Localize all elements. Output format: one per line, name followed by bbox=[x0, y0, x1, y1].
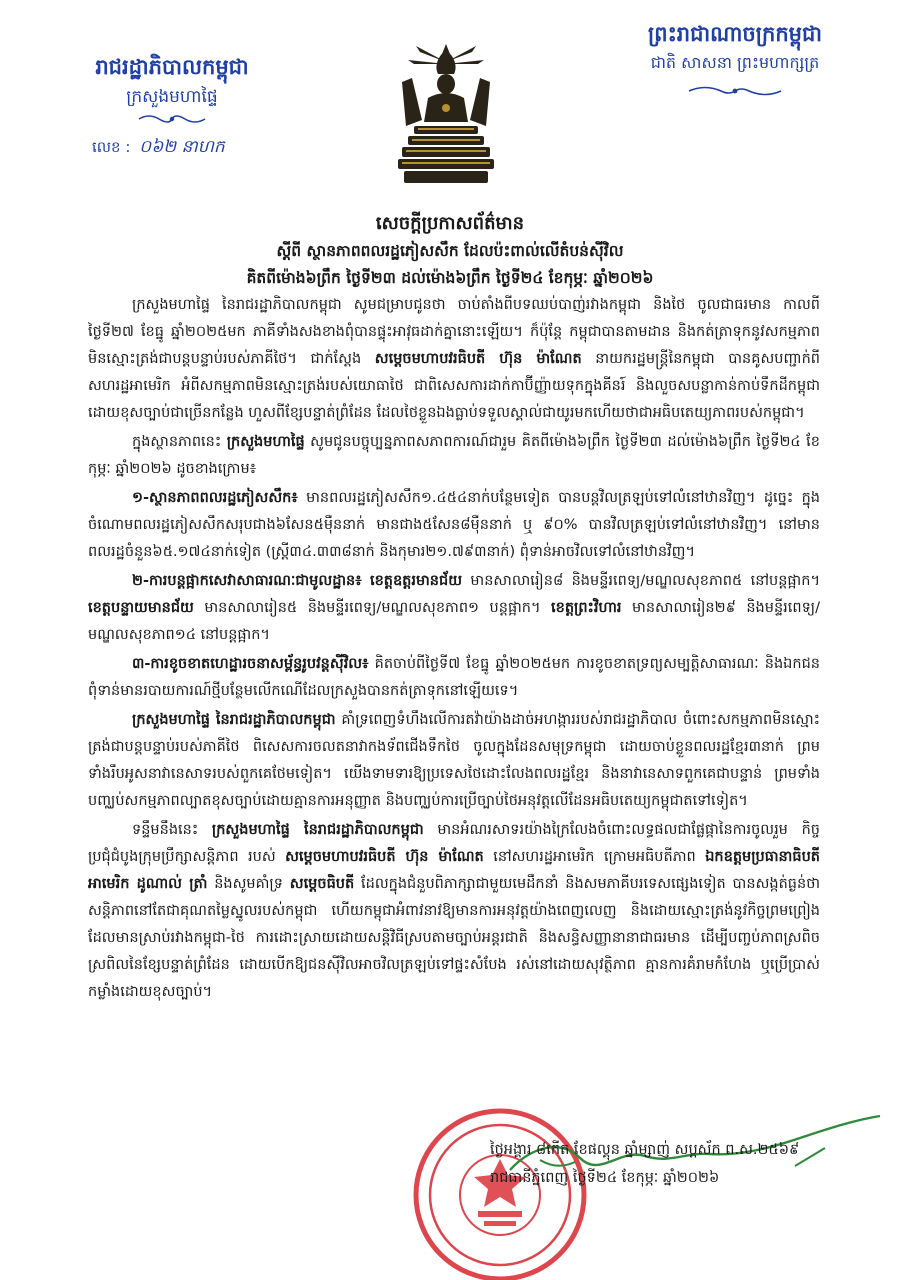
paragraph-intro bbox=[88, 292, 820, 427]
document-subtitle-topic: ស្តីពី ស្ថានភាពពលរដ្ឋភៀសសឹក ដែលប៉ះពាល់លើតំបន់ស៊ីវិល bbox=[276, 242, 624, 260]
place-date: រាជធានីភ្នំពេញ ថ្ងៃទី២៤ ខែកុម្ភៈ ឆ្នាំ២០២៦ bbox=[490, 1170, 720, 1186]
ministry-header bbox=[52, 52, 292, 161]
emphasis-text: នៃរាជរដ្ឋាភិបាលកម្ពុជា bbox=[215, 712, 336, 728]
body-text: សូមជូនបច្ចុប្បន្នភាពសភាពការណ៍ជារួម គិតពីម៉ោង៦ព្រឹក ថ្ងៃទី២៣ ដល់ម៉ោង៦ព្រឹក ថ្ងៃទី២៤ ខែកុម្ភៈ ឆ្នាំ២០២៦ ដូចខាងក្រោម៖ bbox=[88, 434, 820, 477]
body-text: មានអំណរសាទរយ៉ាងក្រៃលែងចំពោះលទ្ធផលជាផ្លែផ្កានៃការចូលរួម កិច្ចប្រជុំជំបូងក្រុមប្រឹក្សាសន្តិភាព របស់ bbox=[88, 822, 820, 865]
body-text: មានសាលារៀន២៩ និងមន្ទីរពេទ្យ/មណ្ឌលសុខភាព១៤ នៅបន្តផ្អាក។ bbox=[88, 600, 820, 643]
emphasis-text: ៣-ការខូចខាតហេដ្ឋារចនាសម្ព័ន្ធរូបវន្តស៊ីវិល៖ bbox=[132, 656, 369, 672]
emphasis-text: ២-ការបន្តផ្អាកសេវាសាធារណៈជាមូលដ្ឋាន៖ bbox=[132, 573, 362, 589]
emphasis-text: ឯកឧត្តមប្រធានាធិបតីអាមេរិក ដូណាល់ ត្រាំ bbox=[88, 849, 820, 892]
paragraph-protest bbox=[88, 707, 820, 815]
kingdom-header bbox=[585, 18, 885, 102]
ministry-name: ក្រសួងមហាផ្ទៃ bbox=[126, 87, 218, 107]
emphasis-text: ខេត្តព្រះវិហារ bbox=[551, 600, 622, 616]
document-subtitle-period: គិតពីម៉ោង៦ព្រឹក ថ្ងៃទី២៣ ដល់ម៉ោង៦ព្រឹក ថ្ងៃទី២៤ ខែកុម្ភៈ ឆ្នាំ២០២៦ bbox=[246, 269, 654, 287]
emphasis-text: ក្រសួងមហាផ្ទៃ bbox=[226, 434, 305, 450]
body-text: មានសាលារៀន៥ និងមន្ទីរពេទ្យ/មណ្ឌលសុខភាព១ បន្តផ្អាក។ bbox=[193, 600, 552, 616]
body-text: នាយករដ្ឋមន្ត្រីនៃកម្ពុជា បានគូសបញ្ជាក់ពីសហរដ្ឋអាមេរិក អំពីសកម្មភាពមិនស្មោះត្រង់របស់យោធាថៃ ជាពិសេសការដាក់កាប៊ីញ្ញ៉ាយទុកក្នុងគីនរ៍ និងលួចសបន្លាកាន់កាប់ទឹកដីកម្ពុជាដោយខុសច្បាប់ជាច្រើនកន្លែង ហួសពីខ្សែបន្ទាត់ព្រំដែន ដែលថៃខ្លួនឯងធ្លាប់ទទួលស្គាល់ជាយូរមកហើយថាជាអធិបតេយ្យភាពរបស់កម្ពុជា។ bbox=[88, 351, 820, 421]
paragraph-public-services bbox=[88, 568, 820, 649]
government-title: រាជរដ្ឋាភិបាលកម្ពុជា bbox=[95, 55, 249, 79]
paragraph-infrastructure bbox=[88, 651, 820, 705]
body-text: គាំទ្រពេញទំហឹងលើការតវ៉ាយ៉ាងដាច់អហង្ការរបស់រាជរដ្ឋាភិបាល ចំពោះសកម្មភាពមិនស្មោះត្រង់ជាបន្តបន្ទាប់របស់ភាគីថៃ ពិសេសការចលតនាវាកងទ័ពជើងទឹកថៃ ចូលក្នុងដែនសមុទ្រកម្ពុជា ដោយចាប់ខ្លួនពលរដ្ឋខ្មែរ៣នាក់ ព្រមទាំងរឹបអូសនាវានេសាទរបស់ពួកគេថែមទៀត។ យើងទាមទារឱ្យប្រទេសថៃដោះលែងពលរដ្ឋខ្មែរ និងនាវានេសាទពួកគេជាបន្ទាន់ ព្រមទាំងបញ្ឈប់សកម្មភាពល្បាតខុសច្បាប់ដោយគ្មានការអនុញ្ញាត និងបញ្ឈប់ការប្រើច្បាប់ថៃអនុវត្តលើដែនអធិបតេយ្យកម្ពុជាតទៅទៀត។ bbox=[88, 712, 820, 809]
paragraph-peace-council bbox=[88, 817, 820, 1006]
emphasis-text: សម្តេចមហាបវរធិបតី ហ៊ុន ម៉ាណែត bbox=[374, 351, 582, 367]
lunar-date: ថ្ងៃអង្គារ ៨កើត ខែផល្គុន ឆ្នាំម្សាញ់ សប្តស័ក ព.ស.២៥៦៩ bbox=[490, 1142, 800, 1158]
kingdom-motto: ជាតិ សាសនា ព្រះមហាក្សត្រ bbox=[650, 53, 820, 72]
kingdom-title: ព្រះរាជាណាចក្រកម្ពុជា bbox=[647, 22, 822, 46]
ornament-divider-icon bbox=[685, 84, 785, 98]
emphasis-text: ក្រសួងមហាផ្ទៃ bbox=[132, 712, 210, 728]
document-title: សេចក្តីប្រកាសព័ត៌មាន bbox=[375, 213, 525, 234]
paragraph-refugees bbox=[88, 485, 820, 566]
body-text bbox=[362, 573, 370, 589]
reference-line bbox=[52, 136, 292, 161]
document-titles bbox=[90, 210, 810, 292]
reference-label: លេខ : bbox=[92, 138, 131, 156]
emphasis-text: សម្តេចមហាបវរធិបតី ហ៊ុន ម៉ាណែត bbox=[285, 849, 484, 865]
document-body bbox=[88, 292, 820, 1008]
emphasis-text: ១-ស្ថានភាពពលរដ្ឋភៀសសឹក៖ bbox=[132, 490, 298, 506]
body-text: ដែលក្នុងជំនួបពិភាក្សាជាមួយមេដឹកនាំ និងសមភាគីបរទេសផ្សេងទៀត បានសង្កត់ធ្ងន់ថា សន្តិភាពនៅតែជាគុណតម្លៃស្នូលរបស់កម្ពុជា ហើយកម្ពុជាអំពាវនាវឱ្យមានការអនុវត្តយ៉ាងពេញលេញ និងដោយស្មោះត្រង់នូវកិច្ចព្រមព្រៀងដែលមានស្រាប់រវាងកម្ពុជា-ថៃ ការដោះស្រាយដោយសន្តិវិធីស្របតាមច្បាប់អន្តរជាតិ និងសន្ធិសញ្ញានានាជាធរមាន ដើម្បីបញ្ចប់ភាពស្រពិចស្រពិលនៃខ្សែបន្ទាត់ព្រំដែន ដោយបើកឱ្យជនស៊ីវិលអាចវិលត្រឡប់ទៅផ្ទះសំបែង រស់នៅដោយសុវត្ថិភាព គ្មានការគំរាមកំហែង ឬប្រើប្រាស់កម្លាំងដោយខុសច្បាប់។ bbox=[88, 876, 820, 1000]
paragraph-situation bbox=[88, 429, 820, 483]
royal-emblem-icon bbox=[388, 42, 504, 188]
body-text: គិតចាប់ពីថ្ងៃទី៧ ខែធ្នូ ឆ្នាំ២០២៥មក ការខូចខាតទ្រព្យសម្បត្តិសាធារណៈ និងឯកជន ពុំទាន់មានរបាយការណ៍ថ្មីបន្ថែមលើកណើដែលក្រសួងបានកត់ត្រាទុកនៅឡើយទេ។ bbox=[88, 656, 820, 699]
body-text: មានសាលារៀន៨ និងមន្ទីរពេទ្យ/មណ្ឌលសុខភាព៥ នៅបន្តផ្អាក។ bbox=[462, 573, 820, 589]
ornament-divider-icon bbox=[137, 112, 207, 126]
body-text: និងសូមគាំទ្រ bbox=[207, 876, 290, 892]
reference-number: ០៦២ នាហក bbox=[139, 137, 225, 157]
body-text: មានពលរដ្ឋភៀសសឹក១.៤៥៤នាក់បន្ថែមទៀត បានបន្តវិលត្រឡប់ទៅលំនៅឋានវិញ។ ដូច្នេះ ក្នុងចំណោមពលរដ្ឋភៀសសឹកសរុបជាង៦សែន៥ម៉ឺននាក់ មានជាង៥សែន៨ម៉ឺននាក់ ឬ ៩០% បានវិលត្រឡប់ទៅលំនៅឋានវិញ។ នៅមានពលរដ្ឋចំនួន៦៥.១៧៤នាក់ទៀត (ស្ត្រី៣៤.៣៣៨នាក់ និងកុមារ២១.៧៩៣នាក់) ពុំទាន់អាចវិលទៅលំនៅឋានវិញ។ bbox=[88, 490, 820, 560]
emphasis-text: ខេត្តបន្ទាយមានជ័យ bbox=[88, 600, 194, 616]
emphasis-text: ក្រសួងមហាផ្ទៃ នៃរាជរដ្ឋាភិបាលកម្ពុជា bbox=[211, 822, 424, 838]
body-text: ទន្ទឹមនឹងនេះ bbox=[132, 822, 212, 838]
body-text: នៅសហរដ្ឋអាមេរិក ក្រោមអធិបតីភាព bbox=[483, 849, 706, 865]
emphasis-text: សម្តេចធិបតី bbox=[289, 876, 355, 892]
body-text: ក្នុងស្ថានភាពនេះ bbox=[132, 434, 227, 450]
body-text: ក្រសួងមហាផ្ទៃ នៃរាជរដ្ឋាភិបាលកម្ពុជា សូមជម្រាបជូនថា ចាប់តាំងពីបទឈប់បាញ់រវាងកម្ពុជា និងថៃ ចូលជាធរមាន កាលពីថ្ងៃទី២៧ ខែធ្នូ ឆ្នាំ២០២៥មក ភាគីទាំងសងខាងពុំបានផ្ទុះអាវុធដាក់គ្នានោះឡើយ។ ក៏ប៉ុន្តែ កម្ពុជាបានតាមដាន និងកត់ត្រាទុកនូវសកម្មភាពមិនស្មោះត្រង់ជាបន្តបន្ទាប់របស់ភាគីថៃ។ ជាក់ស្តែង bbox=[88, 297, 820, 367]
closing-dates bbox=[490, 1136, 870, 1192]
emphasis-text: ខេត្តឧត្តរមានជ័យ bbox=[369, 573, 463, 589]
